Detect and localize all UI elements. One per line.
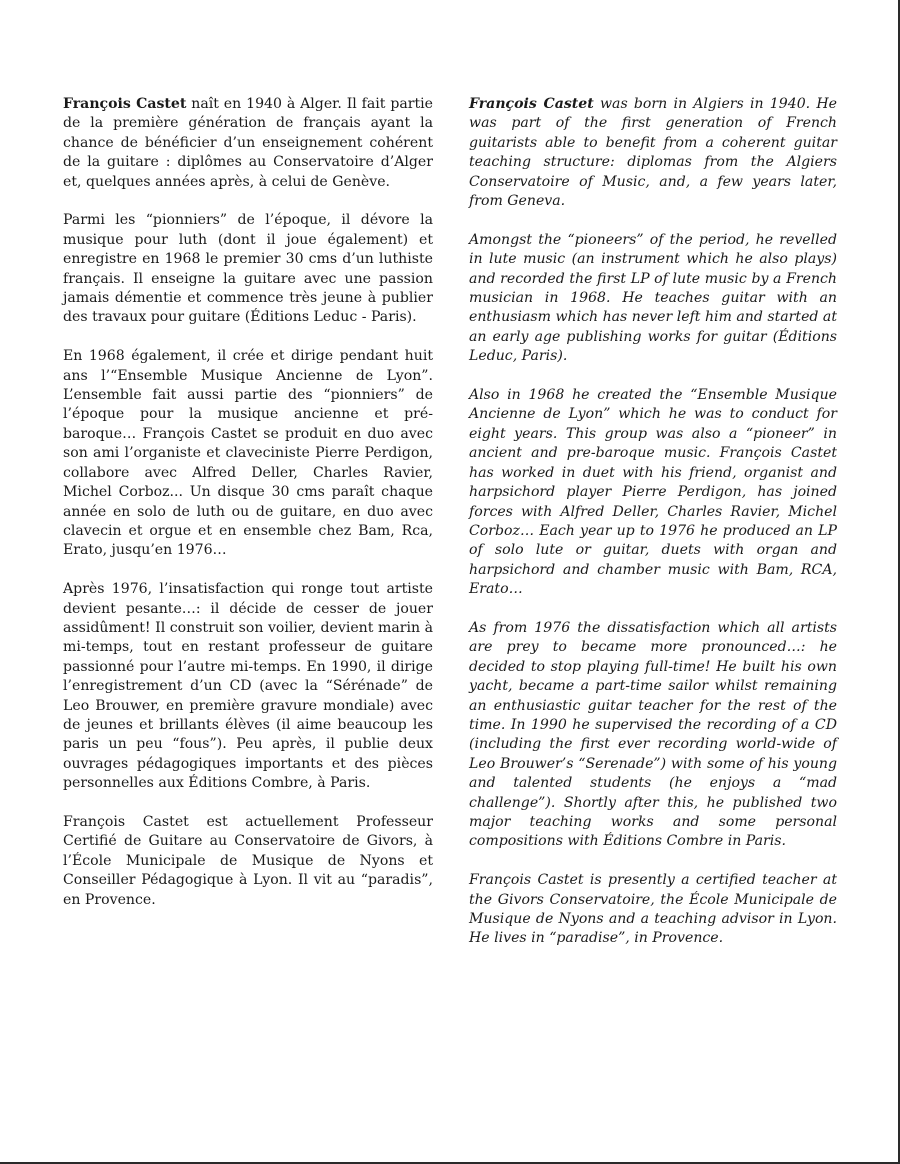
fr-paragraph-4: Après 1976, l’insatisfaction qui ronge tout artiste devient pesante…: il décide de cesser de jouer assidûment! Il construit son voilier, devient marin à mi-temps, tout en restant professeur de guitare passionné pour l’autre mi-temps. En 1990, il dirige l’enregistrement d’un CD (avec la “Sérénade” de Leo Brouwer, en première gravure mondiale) avec de jeunes et brillants élèves (il aime beaucoup les paris un peu “fous”). Peu après, il publie deux ouvrages pédagogiques importants et des pièces personnelles aux Éditions Combre, à Paris. [63, 581, 433, 792]
en-paragraph-4: As from 1976 the dissatisfaction which all artists are prey to became more pronounced…: he decided to stop playing full-time! He built his own yacht, became a part-time sailor whilst remaining an enthusiastic guitar teacher for the rest of the time. In 1990 he supervised the recording of a CD (including the first ever recording world-wide of Leo Brouwer’s “Serenade”) with some of his young and talented students (he enjoys a “mad challenge”). Shortly after this, he published two major teaching works and some personal compositions with Éditions Combre in Paris. [469, 619, 837, 850]
en-paragraph-1-text: was born in Algiers in 1940. He was part of the first generation of French guitarists able to benefit from a coherent guitar teaching structure: diplomas from the Algiers Conservatoire of Music, and, a few years later, from Geneva. [469, 96, 838, 210]
en-paragraph-5: François Castet is presently a certified teacher at the Givors Conservatoire, the École Municipale de Musique de Nyons and a teaching advisor in Lyon. He lives in “paradise”, in Provence. [469, 872, 837, 947]
fr-paragraph-3: En 1968 également, il crée et dirige pendant huit ans l’“Ensemble Musique Ancienne de Lyon”. L’ensemble fait aussi partie des “pionniers” de l’époque pour la musique ancienne et pré-baroque… François Castet se produit en duo avec son ami l’organiste et claveciniste Pierre Perdigon, collabore avec Alfred Deller, Charles Ravier, Michel Corboz... Un disque 30 cms paraît chaque année en solo de luth ou de guitare, en duo avec clavecin et orgue et en ensemble chez Bam, Rca, Erato, jusqu’en 1976… [63, 348, 433, 559]
french-biography-column [63, 95, 433, 929]
en-paragraph-2: Amongst the “pioneers” of the period, he revelled in lute music (an instrument which he also plays) and recorded the first LP of lute music by a French musician in 1968. He teaches guitar with an enthusiasm which has never left him and started at an early age publishing works for guitar (Éditions Leduc, Paris). [469, 231, 837, 365]
en-name: François Castet [469, 96, 594, 112]
fr-paragraph-2: Parmi les “pionniers” de l’époque, il dévore la musique pour luth (dont il joue également) et enregistre en 1968 le premier 30 cms d’un luthiste français. Il enseigne la guitare avec une passion jamais démentie et commence très jeune à publier des travaux pour guitare (Éditions Leduc - Paris). [63, 212, 433, 326]
english-biography-column [469, 95, 837, 968]
en-paragraph-1 [469, 95, 837, 211]
fr-paragraph-1 [63, 95, 433, 192]
fr-name: François Castet [63, 96, 187, 112]
en-paragraph-3: Also in 1968 he created the “Ensemble Musique Ancienne de Lyon” which he was to conduct for eight years. This group was also a “pioneer” in ancient and pre-baroque music. François Castet has worked in duet with his friend, organist and harpsichord player Pierre Perdigon, has joined forces with Alfred Deller, Charles Ravier, Michel Corboz… Each year up to 1976 he produced an LP of solo lute or guitar, duets with organ and harpsichord and chamber music with Bam, RCA, Erato… [469, 387, 837, 598]
fr-paragraph-5: François Castet est actuellement Professeur Certifié de Guitare au Conservatoire de Givors, à l’École Municipale de Musique de Nyons et Conseiller Pédagogique à Lyon. Il vit au “paradis”, en Provence. [63, 813, 433, 908]
fr-paragraph-1-text: naît en 1940 à Alger. Il fait partie de la première génération de français ayant la chance de bénéficier d’un enseignement cohérent de la guitare : diplômes au Conservatoire d’Alger et, quelques années après, à celui de Genève. [63, 96, 433, 190]
